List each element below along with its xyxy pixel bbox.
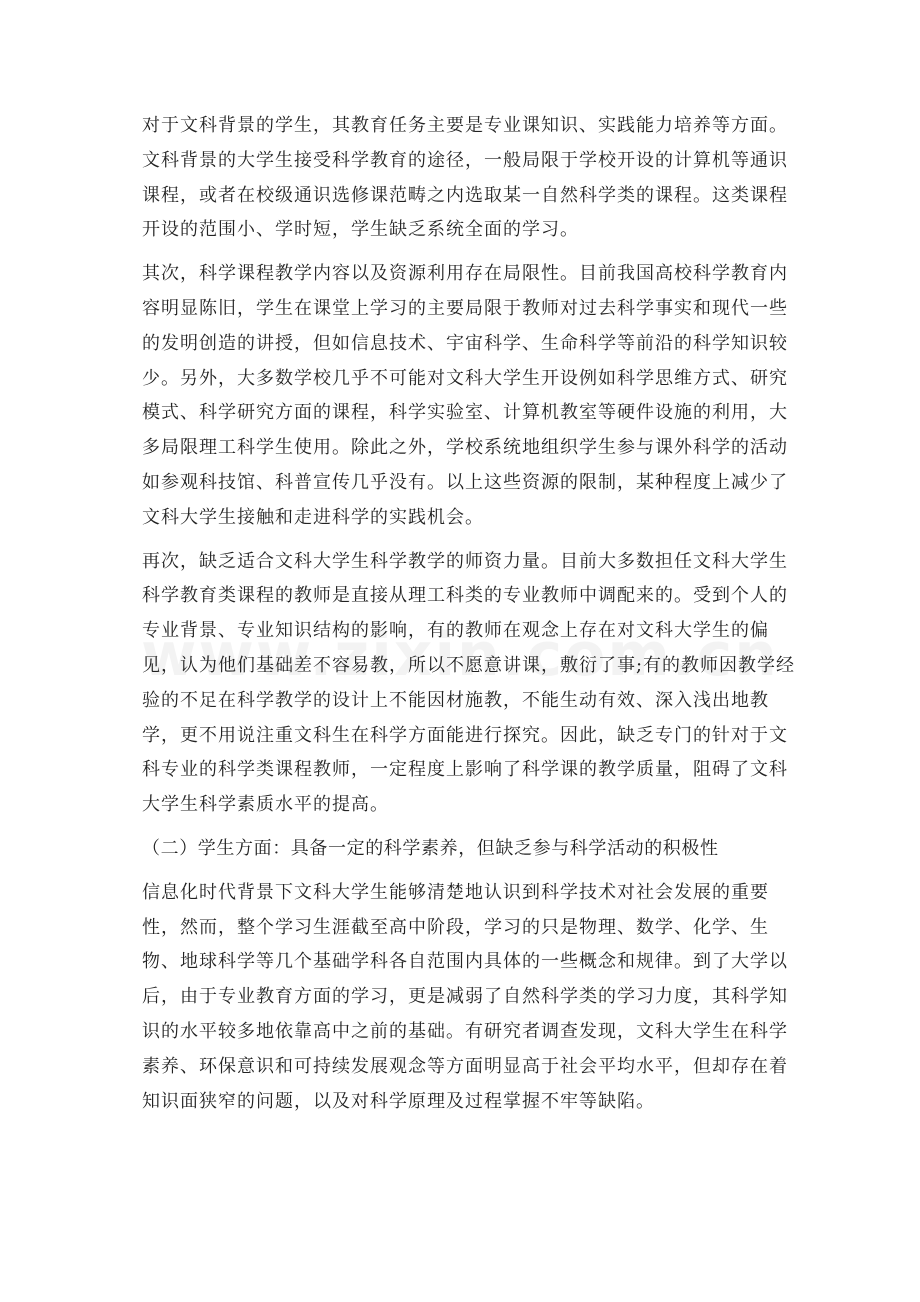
text-line: 容明显陈旧，学生在课堂上学习的主要局限于教师对过去科学事实和现代一些	[142, 297, 788, 319]
text-line: 大学生科学素质水平的提高。	[142, 794, 389, 816]
text-line: 对于文科背景的学生，其教育任务主要是专业课知识、实践能力培养等方面。	[142, 115, 788, 136]
text-line: 验的不足在科学教学的设计上不能因材施教，不能生动有效、深入浅出地教	[142, 689, 769, 711]
text-line: 其次，科学课程教学内容以及资源利用存在局限性。目前我国高校科学教育内	[142, 263, 788, 285]
text-line: 性，然而，整个学习生涯截至高中阶段，学习的只是物理、数学、化学、生	[142, 916, 769, 938]
text-line: 文科大学生接触和走进科学的实践机会。	[142, 506, 484, 528]
text-line: （二）学生方面：具备一定的科学素养，但缺乏参与科学活动的积极性	[142, 837, 719, 859]
text-line: 科学教育类课程的教师是直接从理工科类的专业教师中调配来的。受到个人的	[142, 585, 788, 607]
paragraph	[142, 257, 788, 535]
text-line: 少。另外，大多数学校几乎不可能对文科大学生开设例如科学思维方式、研究	[142, 367, 788, 389]
text-line: 识的水平较多地依靠高中之前的基础。有研究者调查发现，文科大学生在科学	[142, 1020, 788, 1042]
text-line: 课程，或者在校级通识选修课范畴之内选取某一自然科学类的课程。这类课程	[142, 184, 788, 206]
text-line: 开设的范围小、学时短，学生缺乏系统全面的学习。	[142, 219, 579, 241]
paragraph	[142, 109, 788, 248]
text-line: 再次，缺乏适合文科大学生科学教学的师资力量。目前大多数担任文科大学生	[142, 550, 788, 572]
text-line: 如参观科技馆、科普宣传几乎没有。以上这些资源的限制，某种程度上减少了	[142, 471, 788, 493]
paragraph	[142, 545, 796, 823]
text-line: 素养、环保意识和可持续发展观念等方面明显高于社会平均水平，但却存在着	[142, 1055, 788, 1077]
text-line: 专业背景、专业知识结构的影响，有的教师在观念上存在对文科大学生的偏	[142, 620, 769, 642]
text-line: 后，由于专业教育方面的学习，更是减弱了自然科学类的学习力度，其科学知	[142, 986, 788, 1008]
document-body	[142, 109, 796, 1128]
text-line: 模式、科学研究方面的课程，科学实验室、计算机教室等硬件设施的利用，大	[142, 402, 788, 424]
text-line: 物、地球科学等几个基础学科各自范围内具体的一些概念和规律。到了大学以	[142, 951, 788, 973]
text-line: 知识面狭窄的问题，以及对科学原理及过程掌握不牢等缺陷。	[142, 1090, 655, 1112]
text-line: 的发明创造的讲授，但如信息技术、宇宙科学、生命科学等前沿的科学知识较	[142, 332, 788, 354]
section-heading	[142, 832, 782, 867]
text-line: 多局限理工科学生使用。除此之外，学校系统地组织学生参与课外科学的活动	[142, 437, 788, 459]
paragraph	[142, 876, 788, 1120]
text-line: 见，认为他们基础差不容易教，所以不愿意讲课，敷衍了事;有的教师因教学经	[142, 654, 796, 676]
text-line: 信息化时代背景下文科大学生能够清楚地认识到科学技术对社会发展的重要	[142, 881, 769, 903]
text-line: 文科背景的大学生接受科学教育的途径，一般局限于学校开设的计算机等通识	[142, 149, 788, 171]
text-line: 科专业的科学类课程教师，一定程度上影响了科学课的教学质量，阻碍了文科	[142, 759, 788, 781]
text-line: 学，更不用说注重文科生在科学方面能进行探究。因此，缺乏专门的针对于文	[142, 724, 788, 746]
